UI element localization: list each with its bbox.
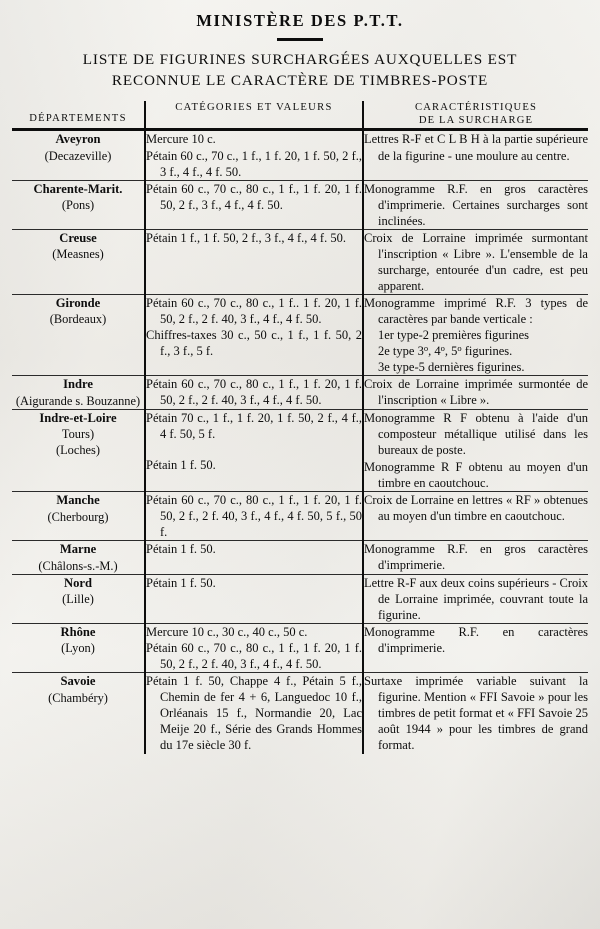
table-row [12,673,588,754]
characteristic-line: Monogramme R F obtenu à l'aide d'un composteur métallique utilisé dans les bureaux de poste. [364,410,588,457]
table-row [12,229,588,294]
department-cell [12,492,145,541]
table-header [12,101,588,130]
characteristics-cell [363,409,588,491]
value-line: Mercure 10 c. [146,132,216,147]
department-name: Rhône [60,625,96,640]
department-cell [12,130,145,180]
value-line: Pétain 70 c., 1 f., 1 f. 20, 1 f. 50, 2 f., 4 f., 4 f. 50, 5 f. [146,410,362,441]
department-name: Nord [64,575,92,590]
department-cell [12,229,145,294]
department-cell [12,541,145,574]
department-town: (Measnes) [52,247,104,262]
department-cell [12,295,145,376]
column-header-characteristics [363,101,588,130]
table-row [12,376,588,409]
value-line: Pétain 1 f., 1 f. 50, 2 f., 3 f., 4 f., 4 f. 50. [146,230,346,245]
column-header-categories: CATÉGORIES ET VALEURS [145,101,363,130]
values-cell [145,673,363,754]
characteristic-type-item [364,343,588,359]
values-cell [145,295,363,376]
value-line: Mercure 10 c., 30 c., 40 c., 50 c. [146,625,308,640]
subtitle-line-2: RECONNUE LE CARACTÈRE DE TIMBRES-POSTE [111,71,489,89]
department-name: Creuse [59,230,97,245]
value-line: Pétain 1 f. 50. [146,575,216,590]
department-town: (Bordeaux) [49,312,107,327]
department-town: (Decazeville) [44,148,112,163]
value-line: Pétain 60 c., 70 c., 80 c., 1 f., 1 f. 20, 1 f. 50, 2 f., 2 f. 40, 3 f., 4 f., 4 f. 50. [146,641,362,672]
department-town: (Lille) [62,592,94,607]
department-town: (Aigurande s. Bouzanne) [15,393,141,408]
characteristics-cell [363,624,588,673]
characteristic-line: Monogramme imprimé R.F. 3 types de caractères par bande verticale : [364,296,588,327]
table-row [12,295,588,376]
table-row [12,492,588,541]
department-name: Aveyron [55,132,101,147]
department-town: (Lyon) [61,641,95,656]
department-name: Manche [56,493,100,508]
subtitle-line-1: LISTE DE FIGURINES SURCHARGÉES AUXQUELLES EST [82,51,518,68]
characteristics-cell [363,229,588,294]
value-line: Pétain 60 c., 70 c., 80 c., 1 f.. 1 f. 20, 1 f. 50, 2 f., 2 f. 40, 3 f., 4 f., 4 f. 50. [146,296,362,327]
department-town-tours: Tours) [61,427,95,442]
characteristic-line: Monogramme R.F. en caractères d'imprimerie. [364,625,588,656]
value-line: Pétain 60 c., 70 c., 80 c., 1 f., 1 f. 20, 1 f. 50, 2 f., 3 f., 4 f., 4 f. 50. [146,181,362,212]
value-line: Pétain 60 c., 70 c., 80 c., 1 f., 1 f. 20, 1 f. 50, 2 f., 2 f. 40, 3 f., 4 f., 4 f. 50, 5 f., 50 f. [146,493,362,540]
overprint-list-table [12,101,588,754]
table-row [12,409,588,491]
characteristics-cell [363,541,588,574]
table-row [12,130,588,180]
column-header-departments: DÉPARTEMENTS [12,101,145,130]
department-name: Savoie [60,674,96,689]
masthead [12,0,588,91]
characteristics-header-line-2: DE LA SURCHARGE [418,115,534,127]
value-line: Pétain 60 c., 70 c., 1 f., 1 f. 20, 1 f. 50, 2 f., 3 f., 4 f., 4 f. 50. [146,148,362,179]
values-cell [145,229,363,294]
characteristic-type-item: 3e type-5 dernières figurines. [378,360,525,375]
type-item-text: 2e type 3$^o$, 4$^o$, 5$^o$ figurines. [378,343,513,359]
characteristics-cell [363,295,588,376]
table-row [12,180,588,229]
department-cell [12,574,145,623]
characteristics-cell [363,376,588,409]
value-line-secondary: Pétain 1 f. 50. [146,457,216,472]
department-name: Indre-et-Loire [39,410,117,425]
department-town: (Châlons-s.-M.) [38,558,118,573]
department-town-loches: (Loches) [55,443,101,458]
characteristics-cell [363,180,588,229]
characteristics-cell [363,130,588,180]
values-cell [145,492,363,541]
characteristic-line: Croix de Lorraine imprimée surmontant l'inscription « Libre ». L'ensemble de la surcharge, entourée d'un cadre, est peu apparent. [364,230,588,293]
department-town: (Cherbourg) [47,509,109,524]
value-line: Pétain 1 f. 50, Chappe 4 f., Pétain 5 f., Chemin de fer 4 + 6, Languedoc 10 f., Orléanais 15 f., Normandie 20, Lac Meije 20 f., Série des Grands Hommes du 17e siècle 30 f. [146,674,362,753]
department-cell [12,673,145,754]
values-cell [145,180,363,229]
characteristic-line: Monogramme R.F. en gros caractères d'imprimerie. [364,542,588,573]
table-body [12,130,588,754]
characteristic-line: Lettres R-F et C L B H à la partie supérieure de la figurine - une moulure au centre. [364,132,588,163]
characteristic-line: Monogramme R.F. en gros caractères d'imprimerie. Certaines surcharges sont inclinées. [364,181,588,228]
characteristics-header-line-1: CARACTÉRISTIQUES [415,101,537,113]
characteristics-cell [363,492,588,541]
department-cell [12,624,145,673]
table-row [12,541,588,574]
values-cell [145,574,363,623]
department-cell [12,409,145,491]
values-cell [145,376,363,409]
department-town: (Chambéry) [48,690,108,705]
department-cell [12,180,145,229]
department-name: Charente-Marit. [33,181,123,196]
characteristic-line: Surtaxe imprimée variable suivant la figurine. Mention « FFI Savoie » pour les timbres de petit format et « FFI Savoie 25 août 1944 » pour les timbres de grand format. [364,674,588,753]
department-name: Gironde [55,296,101,311]
table-row [12,574,588,623]
table-header-row [12,101,588,130]
values-cell [145,409,363,491]
department-name: Marne [59,542,97,557]
department-name: Indre [63,377,93,392]
value-line: Pétain 60 c., 70 c., 80 c., 1 f., 1 f. 20, 1 f. 50, 2 f., 2 f. 40, 3 f., 4 f., 4 f. 50. [146,377,362,408]
characteristic-line: Croix de Lorraine imprimée surmontée de l'inscription « Libre ». [364,377,588,408]
title-divider-rule [277,38,323,41]
characteristic-line-secondary: Monogramme R F obtenu au moyen d'un timbre en caoutchouc. [364,460,588,491]
value-line: Pétain 1 f. 50. [146,542,216,557]
characteristics-cell [363,574,588,623]
value-line: Chiffres-taxes 30 c., 50 c., 1 f., 1 f. 50, 2 f., 3 f., 5 f. [146,328,362,359]
department-cell [12,376,145,409]
characteristics-cell [363,673,588,754]
characteristic-type-item: 1er type-2 premières figurines [378,328,529,343]
ministry-title: MINISTÈRE DES P.T.T. [196,11,404,30]
characteristic-line: Lettre R-F aux deux coins supérieurs - Croix de Lorraine imprimée, couvrant toute la figurine. [364,575,588,622]
characteristic-line: Croix de Lorraine en lettres « RF » obtenues au moyen d'un timbre en caoutchouc. [364,493,588,524]
table-row [12,624,588,673]
values-cell [145,541,363,574]
values-cell [145,130,363,180]
values-cell [145,624,363,673]
department-town: (Pons) [61,197,95,212]
document-subtitle [14,50,586,91]
